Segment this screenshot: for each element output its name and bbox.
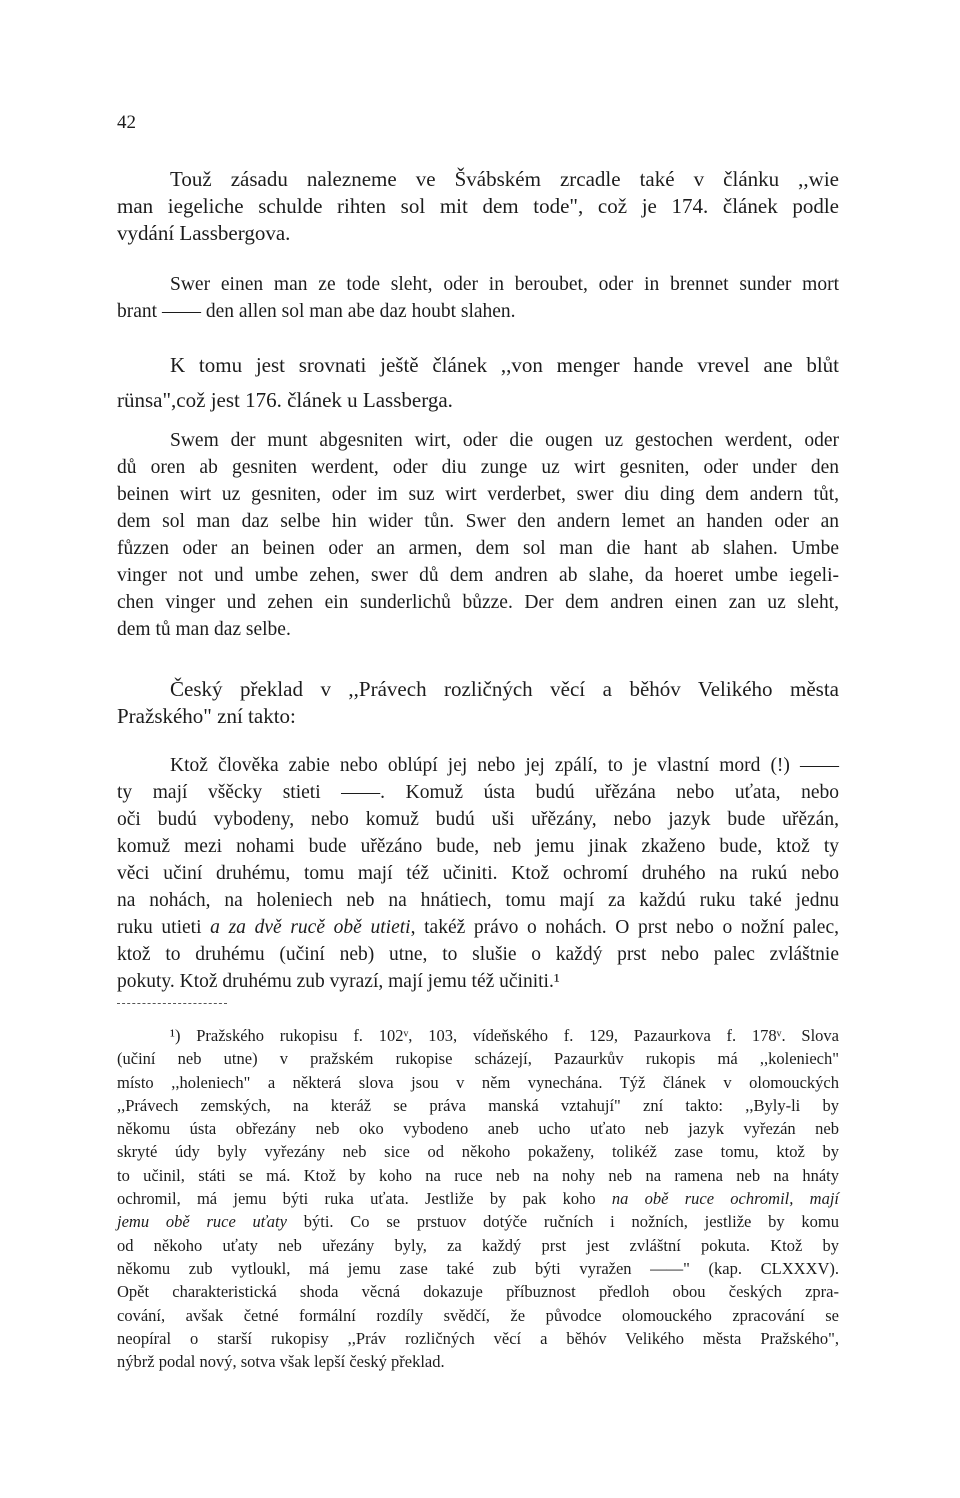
- footnote-line: někomu ústa obřezány neb oko vybodeno aneb ucho uťato neb jazyk vyřezán neb: [117, 1119, 839, 1139]
- footnote-line: nýbrž podal nový, sotva však lepší český překlad.: [117, 1352, 445, 1372]
- footnote-line: Opět charakteristická shoda věcná dokazuje příbuznost předloh obou českých zpra-: [117, 1282, 839, 1302]
- text-run: ochromil, má jemu býti ruka uťata. Jestliže by pak koho: [117, 1189, 612, 1209]
- footnote-separator: [117, 1003, 227, 1004]
- text-line: man iegeliche schulde rihten sol mit dem tode", což je 174. článek podle: [117, 194, 839, 218]
- text-line: oči budú vybodeny, nebo komuž budú uši uřězány, nebo jazyk bude uřězán,: [117, 809, 839, 830]
- text-line: [117, 914, 839, 941]
- text-line: Pražského" zní takto:: [117, 704, 296, 728]
- text-line: Ktož člověka zabie nebo oblúpí jej nebo jej zpálí, to je vlastní mord (!) ——: [170, 755, 839, 776]
- footnote-line: někomu zub vytloukl, má jemu zase také zub býti vyražen ——" (kap. CLXXXV).: [117, 1258, 839, 1278]
- text-line: Český překlad v ,,Právech rozličných věcí a běhóv Velikého města: [170, 677, 839, 701]
- paragraph-comparison: [117, 348, 839, 418]
- text-line: pokuty. Ktož druhému zub vyrazí, mají jemu též učiniti.¹: [117, 971, 560, 992]
- text-line: ty mají všěcky stieti ——. Komuž ústa budú uřězána nebo uťata, nebo: [117, 782, 839, 803]
- text-line: ktož to druhému (učiní neb) utne, to slušie o každý prst nebo palec zvláštnie: [117, 944, 839, 965]
- paragraph-intro: [117, 166, 839, 247]
- text-line: Touž zásadu nalezneme ve Švábském zrcadle také v článku ,,wie: [170, 167, 839, 191]
- text-line: vinger not und umbe zehen, swer dů dem andren ab slahe, da hoeret umbe iegeli-: [117, 565, 839, 586]
- text-line: vydání Lassbergova.: [117, 221, 291, 245]
- text-line: fůzzen oder an beinen oder an armen, dem sol man die hant ab slahen. Umbe: [117, 538, 839, 559]
- footnote-line: od někoho uťaty neb uřezány byly, za každý prst jest zvláštní pokuta. Ktož by: [117, 1235, 839, 1255]
- text-line: K tomu jest srovnati ještě článek ,,von menger hande vrevel ane blůt: [170, 353, 839, 377]
- footnote-line: neopíral o starší rukopisy ,,Práv rozličných věcí a běhóv Velikého města Pražského",: [117, 1328, 839, 1348]
- footnote-line: [117, 1210, 839, 1233]
- czech-quote: [117, 752, 839, 995]
- italic-text-run: jemu obě ruce uťaty: [117, 1212, 287, 1232]
- text-line: brant —— den allen sol man abe daz houbt slahen.: [117, 301, 516, 322]
- text-run: , takéž právo o nohách. O prst nebo o nožní palec,: [410, 917, 839, 938]
- text-line: rünsa",což jest 176. článek u Lassberga.: [117, 388, 453, 412]
- italic-text-run: na obě ruce ochromil, mají: [611, 1189, 839, 1209]
- footnote-line: cování, avšak četné formální rozdíly svědčí, že původce olomouckého zpracování se: [117, 1305, 839, 1325]
- footnote-line: [117, 1187, 839, 1210]
- italic-text-run: a za dvě rucě obě utieti: [210, 917, 411, 938]
- text-line: Swem der munt abgesniten wirt, oder die ougen uz gestochen werdent, oder: [170, 430, 839, 451]
- text-line: na nohách, na holeniech neb na hnátiech, tomu mají za každú ruku také jednu: [117, 890, 839, 911]
- text-line: beinen wirt uz gesniten, oder im suz wirt verderbet, swer diu ding dem andern tůt,: [117, 484, 839, 505]
- footnote-line: to učinil, státi se má. Ktož by koho na ruce neb na nohy neb na ramena neb na hnáty: [117, 1165, 839, 1185]
- text-run: ruku utieti: [117, 917, 211, 938]
- german-quote-1: [117, 271, 839, 325]
- footnote-line: (učiní neb utne) v pražském rukopise scházejí, Pazaurkův rukopis má ,,koleniech": [117, 1049, 839, 1069]
- text-line: Swer einen man ze tode sleht, oder in beroubet, oder in brennet sunder mort: [170, 274, 839, 295]
- text-run: býti. Co se prstuov dotýče ručních i nožních, jestliže by komu: [286, 1212, 839, 1232]
- paragraph-czech-translation-intro: [117, 676, 839, 730]
- text-line: komuž mezi nohami bude uřězáno bude, neb jemu jinak zkaženo bude, ktož ty: [117, 836, 839, 857]
- text-line: věci učiní druhému, tomu mají též učiniti. Ktož ochromí druhého na rukú nebo: [117, 863, 839, 884]
- text-line: chen vinger und zehen ein sunderlichů bůzze. Der dem andren einen zan uz sleht,: [117, 592, 839, 613]
- footnote-line: skryté údy byly vyřezány neb sice od někoho pokaženy, tolikéž zase tomu, ktož by: [117, 1142, 839, 1162]
- text-line: dem sol man daz selbe hin wider tůn. Swer den andern lemet an handen oder an: [117, 511, 839, 532]
- footnote-line: ,,Právech zemských, na kteráž se práva manská vztahují" zní takto: ,,Byly-li by: [117, 1095, 839, 1115]
- german-quote-2: [117, 427, 839, 643]
- footnote: [117, 1024, 839, 1373]
- text-line: dů oren ab gesniten werdent, oder diu zunge uz wirt gesniten, oder under den: [117, 457, 839, 478]
- page-number: 42: [117, 112, 136, 133]
- text-line: dem tů man daz selbe.: [117, 619, 291, 640]
- footnote-line: ¹) Pražského rukopisu f. 102ᵛ, 103, vídeňského f. 129, Pazaurkova f. 178ᵛ. Slova: [170, 1026, 839, 1045]
- footnote-line: místo ,,holeniech" a některá slova jsou v něm vynechána. Týž článek v olomouckých: [117, 1072, 839, 1092]
